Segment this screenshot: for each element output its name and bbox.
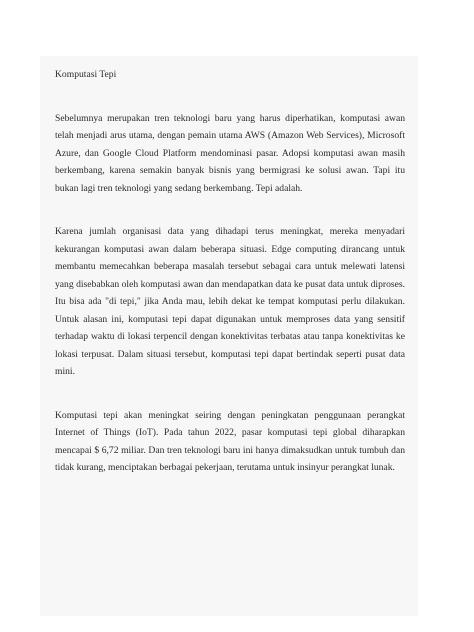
document-page: [40, 56, 418, 616]
paragraph-1: Sebelumnya merupakan tren teknologi baru yang harus diperhatikan, komputasi awan telah menjadi arus utama, dengan pemain utama AWS (Amazon Web Services), Microsoft Azure, dan Google Cloud Platform mendominasi pasar. Adopsi komputasi awan masih berkembang, karena semakin banyak bisnis yang bermigrasi ke solusi awan. Tapi itu bukan lagi tren teknologi yang sedang berkembang. Tepi adalah.: [55, 112, 405, 194]
paragraph-3: Komputasi tepi akan meningkat seiring dengan peningkatan penggunaan perangkat Internet of Things (IoT). Pada tahun 2022, pasar komputasi tepi global diharapkan mencapai $ 6,72 miliar. Dan tren teknologi baru ini hanya dimaksudkan untuk tumbuh dan tidak kurang, menciptakan berbagai pekerjaan, terutama untuk insinyur perangkat lunak.: [55, 409, 405, 473]
paragraph-2: Karena jumlah organisasi data yang dihadapi terus meningkat, mereka menyadari kekurangan komputasi awan dalam beberapa situasi. Edge computing dirancang untuk membantu memecahkan beberapa masalah tersebut sebagai cara untuk melewati latensi yang disebabkan oleh komputasi awan dan mendapatkan data ke pusat data untuk diproses. Itu bisa ada "di tepi," jika Anda mau, lebih dekat ke tempat komputasi perlu dilakukan. Untuk alasan ini, komputasi tepi dapat digunakan untuk memproses data yang sensitif terhadap waktu di lokasi terpencil dengan konektivitas terbatas atau tanpa konektivitas ke lokasi terpusat. Dalam situasi tersebut, komputasi tepi dapat bertindak seperti pusat data mini.: [55, 226, 405, 377]
document-content: [55, 66, 405, 477]
document-title: Komputasi Tepi: [55, 69, 117, 80]
